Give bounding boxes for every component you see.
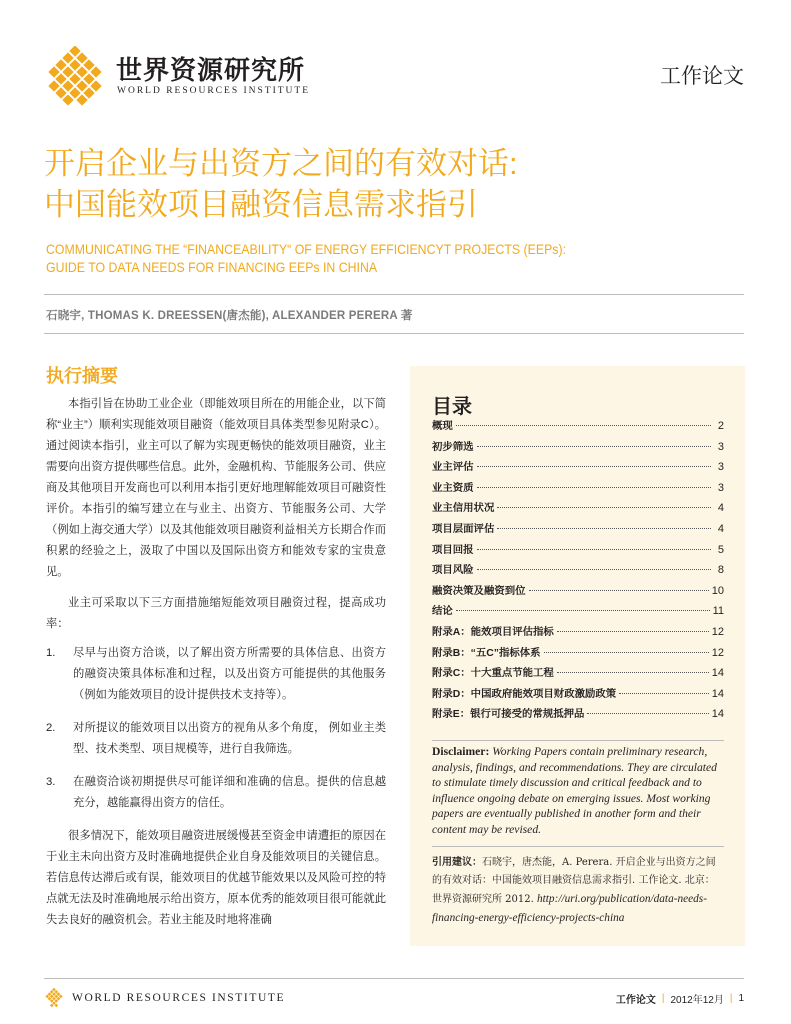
toc-item[interactable] [432,541,724,562]
toc-leader-dots [497,507,711,508]
toc-leader-dots [529,590,709,591]
org-name-en: WORLD RESOURCES INSTITUTE [117,86,311,96]
authors: 石晓宇, THOMAS K. DREESSEN(唐杰能), ALEXANDER PERERA 著 [46,310,413,322]
toc-item[interactable] [432,705,724,726]
toc-item-label: 项目层面评估 [432,523,495,535]
footer-date: 2012年12月 [670,995,724,1006]
toc-title: 目录 [432,396,472,418]
toc-item[interactable] [432,499,724,520]
toc-leader-dots [497,528,711,529]
title-cn-line2: 中国能效项目融资信息需求指引 [44,187,478,222]
toc-item-label: 附录A：能效项目评估指标 [432,626,554,638]
footer-org-name: WORLD RESOURCES INSTITUTE [72,992,286,1004]
footer-divider [44,978,744,979]
toc-leader-dots [619,693,709,694]
list-item-number: 1. [46,647,56,659]
toc-item-label: 初步筛选 [432,441,474,453]
toc-item-page: 14 [711,708,724,721]
toc-item[interactable] [432,417,724,438]
toc-item-page: 12 [711,646,724,659]
list-item [46,643,386,706]
title-cn-line1: 开启企业与出资方之间的有效对话: [44,146,518,181]
toc-leader-dots [587,713,708,714]
document-type-label: 工作论文 [660,65,744,88]
toc-item[interactable] [432,561,724,582]
title-en [46,240,750,276]
wri-logo-icon [44,46,106,108]
disclaimer-divider [432,846,724,847]
list-item-text: 尽早与出资方洽谈，以了解出资方所需要的具体信息、出资方的融资决策具体标准和过程，以及出资方可能提供的其他服务（例如为能效项目的设计提供技术支持等）。 [73,647,386,701]
toc-item-page: 8 [717,564,724,577]
toc-item-page: 2 [717,420,724,432]
toc-item[interactable] [432,644,724,665]
summary-body [46,394,386,939]
disclaimer-text: Working Papers contain preliminary research, analysis, findings, and recommendations. They are circulated to stimulate timely discussion and critical feedback and to influence ongoing debate on emerging issues. Most working papers are eventually published in another form and their content may be revised. [432,745,717,836]
footer-separator: | [661,993,665,1004]
citation-label: 引用建议： [432,857,482,868]
toc-item-page: 14 [711,667,724,680]
title-divider [44,294,744,295]
toc-leader-dots [477,549,711,550]
toc-item-page: 4 [717,522,724,535]
disclaimer-label: Disclaimer: [432,745,490,758]
toc-item[interactable] [432,582,724,603]
citation-text: 石晓宇，唐杰能，A. Perera. 开启企业与出资方之间的有效对话：中国能效项目融资信息需求指引. 工作论文. 北京：世界资源研究所 2012. [432,857,716,905]
footer-page-number: 1 [738,993,744,1004]
toc-item-page: 3 [717,461,724,474]
toc-item-label: 业主信用状况 [432,503,495,515]
citation-url[interactable]: http://uri.org/publication/data-needs-financing-energy-efficiency-projects-china [432,893,707,924]
toc-item-label: 业主评估 [432,462,474,474]
toc-item-label: 附录E：银行可接受的常规抵押品 [432,709,585,721]
toc-leader-dots [477,569,711,570]
toc-item[interactable] [432,602,724,623]
wri-footer-logo-icon [44,988,64,1008]
summary-paragraph-2: 业主可采取以下三方面措施缩短能效项目融资过程，提高成功率： [46,597,386,630]
toc-item-label: 概现 [432,421,453,432]
toc-divider [432,740,724,741]
citation [432,854,724,928]
authors-divider [44,333,744,334]
toc-item-label: 融资决策及融资到位 [432,585,526,597]
toc-leader-dots [557,631,709,632]
toc-item-label: 项目风险 [432,565,474,577]
toc-leader-dots [456,610,710,611]
title-en-line2: GUIDE TO DATA NEEDS FOR FINANCING EEPs IN CHINA [46,259,378,275]
toc-leader-dots [544,652,709,653]
toc-leader-dots [456,425,711,426]
disclaimer [432,744,724,838]
toc-leader-dots [477,446,711,447]
toc-item[interactable] [432,479,724,500]
toc-item-label: 结论 [432,606,453,618]
summary-paragraph-1: 本指引旨在协助工业企业（即能效项目所在的用能企业，以下简称“业主”）顺利实现能效项目融资（能效项目具体类型参见附录C）。通过阅读本指引，业主可以了解为实现更畅快的能效项目融资，业主需要向出资方提供哪些信息。此外，金融机构、节能服务公司、供应商及其他项目开发商也可以利用本指引更好地理解能效项目可融资性评价。本指引的编写建立在与业主、出资方、节能服务公司、大学（例如上海交通大学）以及其他能效项目融资利益相关方长期合作而积累的经验之上，汲取了中国以及国际出资方和能效专家的宝贵意见。 [46,398,386,578]
toc-item-page: 3 [717,440,724,453]
list-item-number: 2. [46,722,56,734]
toc-leader-dots [477,487,711,488]
toc-item[interactable] [432,438,724,459]
list-item-text: 对所提议的能效项目以出资方的视角从多个角度， 例如业主类型、技术类型、项目规模等，进行自我筛选。 [73,722,386,755]
sidebar-box [410,366,745,946]
footer-doc-type: 工作论文 [615,995,656,1006]
toc-item[interactable] [432,623,724,644]
toc-item-page: 4 [717,502,724,515]
toc-item[interactable] [432,685,724,706]
toc-item-label: 附录D：中国政府能效项目财政激励政策 [432,688,617,700]
list-item [46,772,386,814]
toc-item-page: 11 [712,605,724,618]
title-cn [44,143,744,225]
toc-item-label: 项目回报 [432,544,474,556]
toc-leader-dots [477,466,711,467]
toc-item-label: 附录C：十大重点节能工程 [432,668,554,680]
section-heading-summary: 执行摘要 [46,366,118,386]
toc-item[interactable] [432,458,724,479]
title-en-line1: COMMUNICATING THE “FINANCEABILITY“ OF ENERGY EFFICIENCYT PROJECTS (EEPs): [46,241,566,257]
org-name-cn: 世界资源研究所 [116,56,306,86]
footer-meta [616,991,744,1006]
toc-item-page: 10 [711,584,724,597]
list-item-text: 在融资洽谈初期提供尽可能详细和准确的信息。提供的信息越充分，越能赢得出资方的信任。 [73,776,386,809]
toc-item-label: 附录B：“五C”指标体系 [432,647,541,659]
summary-paragraph-3: 很多情况下，能效项目融资进展缓慢甚至资金申请遭拒的原因在于业主未向出资方及时准确地提供企业自身及能效项目的关键信息。若信息传达滞后或有误，能效项目的优越节能效果以及风险可控的特点就无法及时准确地展示给出资方，原本优秀的能效项目很可能就此失去良好的融资机会。若业主能及时地将准确 [46,830,386,926]
toc-item-page: 14 [711,687,724,700]
toc-item-page: 5 [717,543,724,556]
toc-item[interactable] [432,664,724,685]
toc-leader-dots [557,672,709,673]
footer-separator: | [729,993,733,1004]
toc-item-page: 12 [711,625,724,638]
list-item [46,718,386,760]
toc-item-label: 业主资质 [432,482,474,494]
toc-item-page: 3 [717,481,724,494]
toc-item[interactable] [432,520,724,541]
toc-list [432,417,724,726]
list-item-number: 3. [46,776,56,788]
